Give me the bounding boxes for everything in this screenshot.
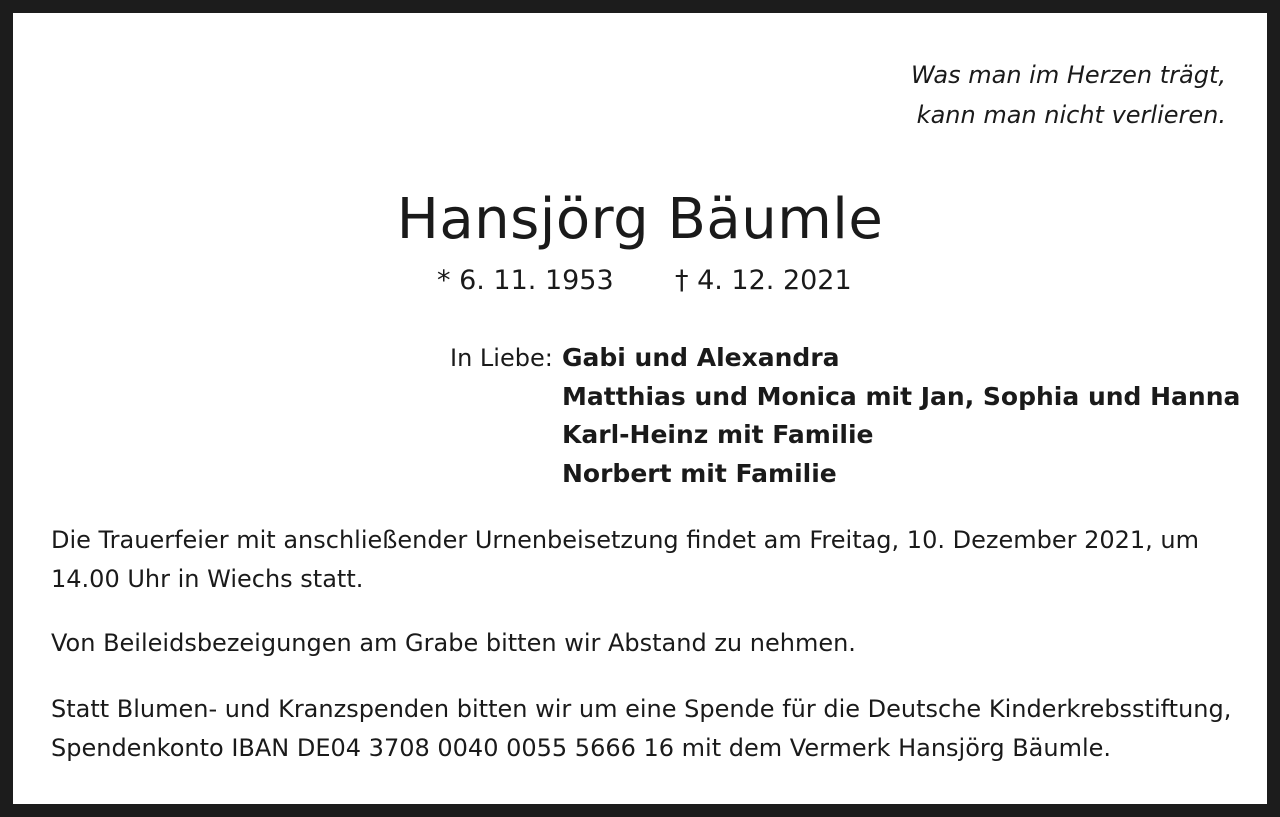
death-date: † 4. 12. 2021 bbox=[675, 265, 852, 296]
mourner-line: Gabi und Alexandra bbox=[562, 343, 840, 372]
deceased-name: Hansjörg Bäumle bbox=[396, 187, 884, 252]
memorial-quote bbox=[911, 55, 1226, 135]
quote-line-1: Was man im Herzen trägt, bbox=[911, 61, 1226, 89]
birth-date: * 6. 11. 1953 bbox=[437, 265, 614, 296]
ceremony-paragraph bbox=[51, 521, 1241, 598]
mourner-line: Karl-Heinz mit Familie bbox=[562, 420, 874, 449]
donation-paragraph bbox=[51, 690, 1241, 767]
quote-line-2: kann man nicht verlieren. bbox=[916, 101, 1226, 129]
donation-line-1: Statt Blumen- und Kranzspenden bitten wir um eine Spende für die Deutsche Kinderkrebsstiftung, bbox=[51, 695, 1232, 723]
mourners-label: In Liebe: bbox=[450, 344, 553, 372]
obituary-notice bbox=[13, 13, 1267, 804]
mourners-list bbox=[562, 339, 1240, 493]
mourner-line: Norbert mit Familie bbox=[562, 458, 837, 488]
ceremony-line-2: 14.00 Uhr in Wiechs statt. bbox=[51, 564, 364, 593]
ceremony-line-1: Die Trauerfeier mit anschließender Urnenbeisetzung findet am Freitag, 10. Dezember 2021, um bbox=[51, 526, 1200, 554]
mourner-line: Matthias und Monica mit Jan, Sophia und Hanna bbox=[562, 381, 1241, 411]
condolences-paragraph bbox=[51, 624, 1241, 663]
condolences-line: Von Beileidsbezeigungen am Grabe bitten wir Abstand zu nehmen. bbox=[51, 629, 856, 657]
donation-line-2: Spendenkonto IBAN DE04 3708 0040 0055 5666 16 mit dem Vermerk Hansjörg Bäumle. bbox=[51, 733, 1112, 762]
